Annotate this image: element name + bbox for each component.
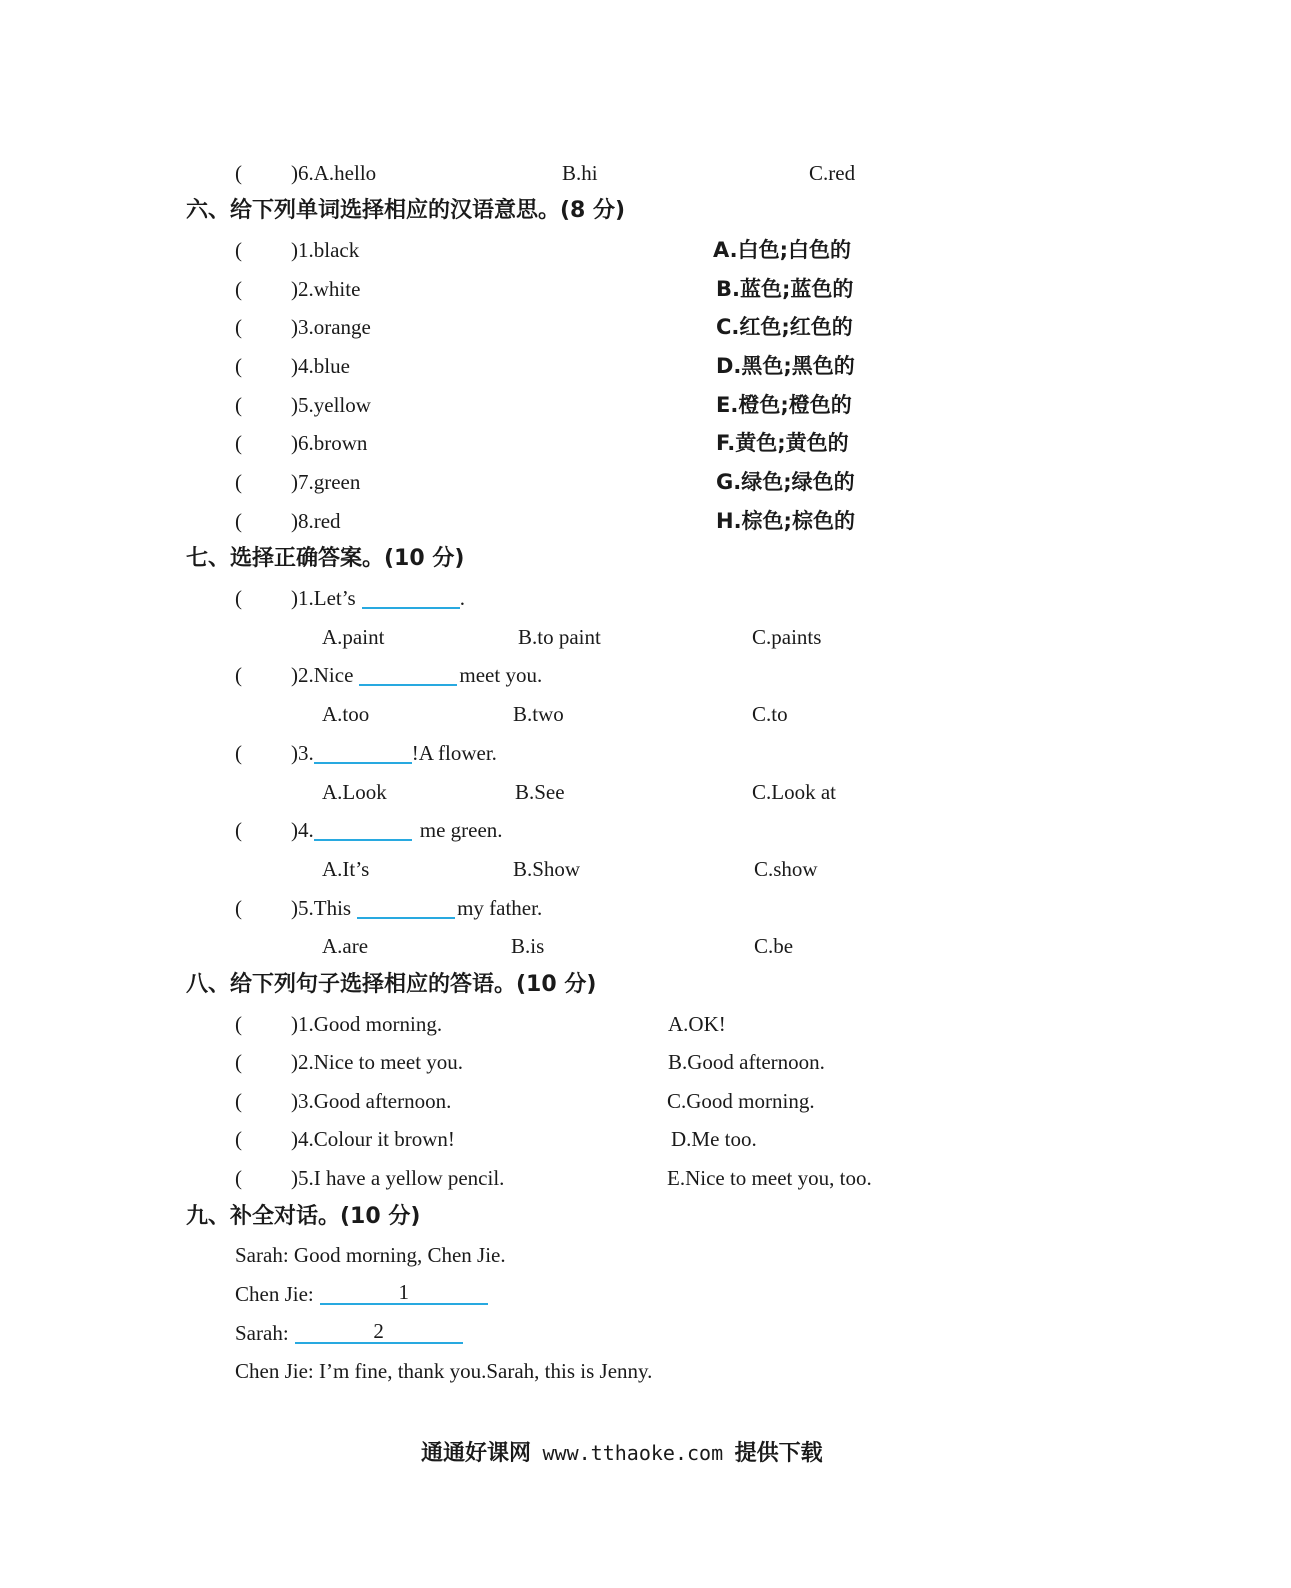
option-a: A.It’s <box>322 857 370 881</box>
question-suffix: me green. <box>419 818 503 842</box>
paren: ( <box>235 896 242 920</box>
option-text: E.Nice to meet you, too. <box>667 1166 872 1190</box>
option-a: A.paint <box>322 625 385 649</box>
question-text <box>291 585 465 611</box>
question-suffix: my father. <box>457 896 543 920</box>
option-c: C.to <box>752 702 788 726</box>
question-text: )6.brown <box>291 431 368 455</box>
option-c: C.be <box>754 934 794 958</box>
option-text: B.蓝色;蓝色的 <box>716 277 854 301</box>
dialogue-line <box>235 1281 488 1307</box>
paren: ( <box>235 1127 242 1151</box>
question-prefix: )4. <box>291 818 314 842</box>
option-b: B.two <box>513 702 564 726</box>
option-text: C.Good morning. <box>667 1089 815 1113</box>
option-text: G.绿色;绿色的 <box>716 470 855 494</box>
dialogue-line <box>235 1320 463 1346</box>
question-text <box>291 895 542 921</box>
blank-number: 2 <box>373 1319 384 1343</box>
question-prefix: )3. <box>291 741 314 765</box>
question-suffix: meet you. <box>459 663 543 687</box>
paren: ( <box>235 509 242 533</box>
answer-blank-2[interactable] <box>295 1319 463 1344</box>
question-prefix: )1.Let’s <box>291 586 356 610</box>
section-6-title: 六、给下列单词选择相应的汉语意思。(8 分) <box>186 198 626 223</box>
option-text: C.红色;红色的 <box>716 315 853 339</box>
option-text: A.白色;白色的 <box>713 238 852 262</box>
option-a: A.Look <box>322 780 387 804</box>
paren: ( <box>235 238 242 262</box>
option-text: A.OK! <box>668 1012 726 1036</box>
paren: ( <box>235 741 242 765</box>
question-text <box>291 662 542 688</box>
paren: ( <box>235 470 242 494</box>
option-b: B.to paint <box>518 625 601 649</box>
question-text: )3.orange <box>291 315 371 339</box>
paren: ( <box>235 393 242 417</box>
option-text: D.Me too. <box>671 1127 757 1151</box>
paren: ( <box>235 354 242 378</box>
paren: ( <box>235 315 242 339</box>
footer-site-name: 通通好课网 <box>421 1441 532 1466</box>
speaker-label: Sarah: <box>235 1321 289 1345</box>
paren: ( <box>235 663 242 687</box>
paren: ( <box>235 277 242 301</box>
question-text: )7.green <box>291 470 361 494</box>
paren: ( <box>235 586 242 610</box>
paren: ( <box>235 161 242 185</box>
answer-blank[interactable] <box>314 742 412 764</box>
answer-blank[interactable] <box>359 664 457 686</box>
question-prefix: )5.This <box>291 896 352 920</box>
paren: ( <box>235 1166 242 1190</box>
question-text: )6.A.hello <box>291 161 377 185</box>
speaker-label: Chen Jie: <box>235 1282 314 1306</box>
option-a: A.are <box>322 934 369 958</box>
paren: ( <box>235 431 242 455</box>
answer-blank-1[interactable] <box>320 1280 488 1305</box>
paren: ( <box>235 818 242 842</box>
question-text: )4.blue <box>291 354 350 378</box>
answer-blank[interactable] <box>314 819 412 841</box>
option-c: C.red <box>809 161 856 185</box>
answer-blank[interactable] <box>362 587 460 609</box>
paren: ( <box>235 1012 242 1036</box>
dialogue-line: Sarah: Good morning, Chen Jie. <box>235 1243 506 1267</box>
section-7-title: 七、选择正确答案。(10 分) <box>186 546 465 571</box>
footer-download: 提供下载 <box>734 1441 823 1466</box>
question-text: )1.Good morning. <box>291 1012 443 1036</box>
option-text: D.黑色;黑色的 <box>716 354 855 378</box>
option-text: F.黄色;黄色的 <box>716 431 849 455</box>
question-text: )2.Nice to meet you. <box>291 1050 464 1074</box>
option-c: C.paints <box>752 625 822 649</box>
question-text: )4.Colour it brown! <box>291 1127 455 1151</box>
question-suffix: !A flower. <box>411 741 497 765</box>
question-suffix: . <box>459 586 465 610</box>
section-8-title: 八、给下列句子选择相应的答语。(10 分) <box>186 972 597 997</box>
blank-number: 1 <box>398 1280 409 1304</box>
footer <box>421 1436 823 1467</box>
question-prefix: )2.Nice <box>291 663 354 687</box>
option-b: B.Show <box>513 857 581 881</box>
option-text: H.棕色;棕色的 <box>716 509 855 533</box>
question-text: )2.white <box>291 277 361 301</box>
question-text <box>291 817 503 843</box>
option-b: B.See <box>515 780 565 804</box>
section-9-title: 九、补全对话。(10 分) <box>186 1204 421 1229</box>
dialogue-line: Chen Jie: I’m fine, thank you.Sarah, this is Jenny. <box>235 1359 653 1383</box>
option-b: B.is <box>511 934 545 958</box>
question-text: )5.yellow <box>291 393 371 417</box>
paren: ( <box>235 1050 242 1074</box>
question-text: )3.Good afternoon. <box>291 1089 452 1113</box>
footer-url[interactable]: www.tthaoke.com <box>542 1441 724 1465</box>
option-a: A.too <box>322 702 370 726</box>
option-b: B.hi <box>562 161 598 185</box>
question-text: )1.black <box>291 238 360 262</box>
paren: ( <box>235 1089 242 1113</box>
question-text <box>291 740 497 766</box>
option-c: C.Look at <box>752 780 836 804</box>
option-text: B.Good afternoon. <box>668 1050 825 1074</box>
answer-blank[interactable] <box>357 897 455 919</box>
question-text: )8.red <box>291 509 341 533</box>
question-text: )5.I have a yellow pencil. <box>291 1166 505 1190</box>
option-text: E.橙色;橙色的 <box>716 393 852 417</box>
option-c: C.show <box>754 857 818 881</box>
